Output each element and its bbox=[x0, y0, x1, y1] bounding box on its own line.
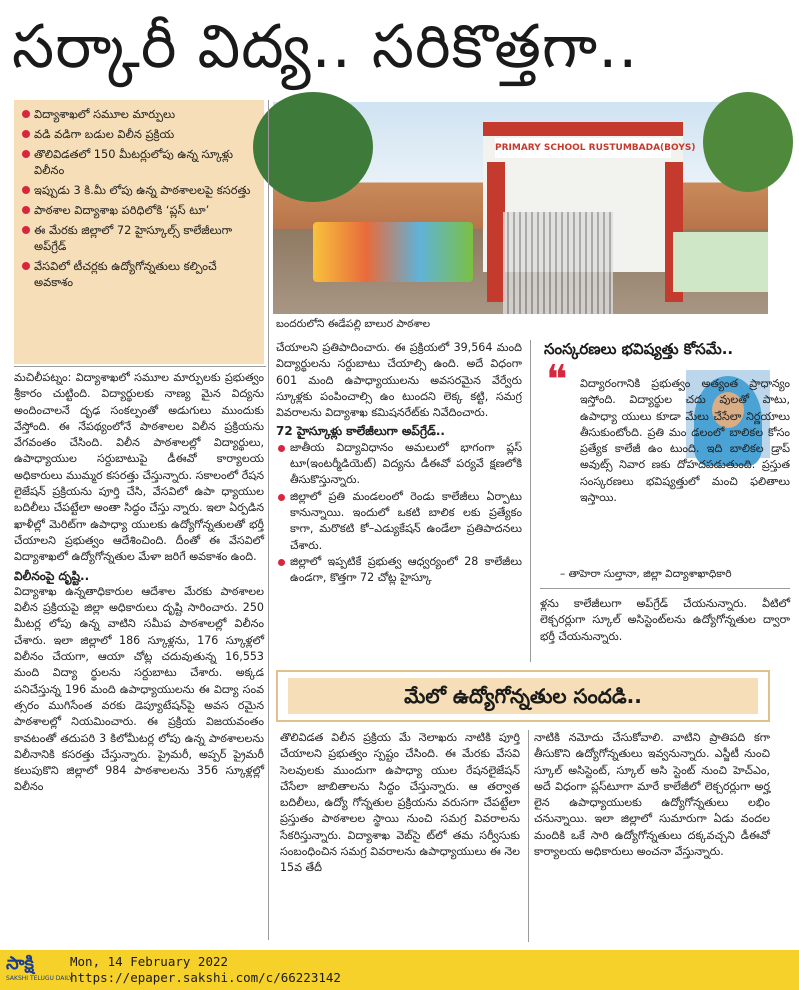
quote-text: విద్యారంగానికి ప్రభుత్వం అత్యంత ప్రాధాన్యం ఇస్తోంది. విద్యార్థుల చదు వులతో పాటు, ఉపాధ్యా యులు కూడా మేలు చేసేలా నిర్ణయాలు తీసుకుంటోంది. ప్రతి మం డలంలో బాలికల కోసం ప్రత్యేక కాలేజీ ఉం టుంది. ఇది బాలికల డ్రాప్ అవుట్స్ నివార ణకు దోహదపడుతుంది. ప్రస్తుత సంస్కరణలు భవిష్యత్తులో మంచి ఫలితాలు ఇస్తాయి. bbox=[580, 377, 790, 505]
column-1 bbox=[14, 370, 264, 942]
bullet-item: జిల్లాలో ప్రతి మండలంలో రెండు కాలేజీలు ఏర్పాటు కానున్నాయి. ఇందులో ఒకటి బాలిక లకు ప్రత్యేకం కాగా, మరొకటి కో–ఎడ్యుకేషన్ ఉండేలా ప్రతిపాదనలు చేశారు. bbox=[276, 489, 522, 554]
attribution: – తాహెరా సుల్తానా, జిల్లా విద్యాశాఖాధికారి bbox=[560, 568, 732, 580]
quote-icon: ❝ bbox=[546, 357, 568, 403]
paragraph: తొలివిడత విలీన ప్రక్రియ మే నెలాఖరు నాటికి పూర్తి చేయాలని ప్రభుత్వం స్పష్టం చేసింది. ఈ మేరకు వేసవి సెలవులకు ముందుగా ఉపాధ్యా యుల రేషనలైజేషన్ చేసేలా జాబితాలను సిద్ధం చేస్తున్నారు. ఆ తర్వాత బదిలీలు, ఉద్యో గోన్నతుల ప్రక్రియను వరుసగా చేపట్టేలా ప్రస్తుతం పాఠశాలల స్థాయి నుంచి సమగ్ర వివరాలను సేకరిస్తున్నారు. విద్యాశాఖ వెబ్‌సై ట్‌లో తమ సర్వీసుకు సంబంధించిన సమగ్ర వివరాలను ఉపాధ్యాయులు ఈ నెల 15వ తేదీ bbox=[280, 731, 520, 875]
sidebar-quote-cont bbox=[540, 458, 790, 566]
promotions-box bbox=[276, 670, 770, 722]
sidebar-continuation bbox=[540, 596, 790, 656]
highlight-item: తొలివిడతలో 150 మీటర్లులోపు ఉన్న స్కూళ్లు విలీనం bbox=[20, 146, 258, 178]
paragraph: విద్యాశాఖ ఉన్నతాధికారుల ఆదేశాల మేరకు పాఠశాలల విలీన ప్రక్రియపై జిల్లా అధికారులు దృష్టి సారించారు. 250 మీటర్ల లోపు ఉన్న వాటిని సమీప పాఠశాలల్లో విలీనం చేశారు. ఇలా జిల్లాలో 186 స్కూళ్లను, 176 స్కూళ్లలో విలీనం చేయగా, ఆయా చోట్ల చదువుతున్న 16,553 మంది విద్యా ర్థులను సర్దుబాటు చేశారు. అక్కడ పనిచేస్తున్న 196 మంది ఉపాధ్యాయులను ఈ విద్యా సంవ త్సరం ముగిసేంత వరకు డెప్యూటేషన్‌పై అవస రమైన పాఠశాలల్లో నియమించారు. ఈ ప్రక్రియ విజయవంతం కావటంతో తదుపరి 3 కిలోమీటర్ల లోపు ఉన్న పాఠశాలలను విలీనానికి కసరత్తు చేస్తున్నారు. ప్రైమరీ, అప్పర్ ప్రైమరీ కలుపుకొని జిల్లాలో 984 పాఠశాలలను 356 స్కూళ్లల్లో విలీనం bbox=[14, 584, 264, 794]
logo-text: సాక్షి bbox=[6, 953, 34, 974]
paragraph: చేయాలని ప్రతిపాదించారు. ఈ ప్రక్రియలో 39,564 మంది విద్యార్థులను సర్దుబాటు చేయాల్సి ఉంది. అదే విధంగా 601 మంది ఉపాధ్యాయులను అవసరమైన వేర్వేరు స్కూళ్లకు పంపించాల్సి ఉం టుందని లెక్క కట్టి, సమగ్ర వివరాలను విద్యాశాఖ కమిషనరేట్‌కు నివేదించారు. bbox=[276, 341, 522, 420]
highlight-item: పాఠశాల విద్యాశాఖ పరిధిలోకి ‘ప్లస్ టూ’ bbox=[20, 202, 258, 218]
school-sign: PRIMARY SCHOOL RUSTUMBADA(BOYS) bbox=[495, 138, 671, 158]
subheading: విలీనంపై దృష్టి.. bbox=[14, 568, 90, 583]
promotions-left bbox=[280, 730, 520, 944]
promotions-title: మేలో ఉద్యోగోన్నతుల సందడి.. bbox=[288, 678, 758, 714]
highlights-box bbox=[14, 100, 264, 364]
promotions-right bbox=[534, 730, 770, 944]
highlight-item: ఇప్పుడు 3 కి.మీ లోపు ఉన్న పాఠశాలలపై కసరత్తు bbox=[20, 182, 258, 198]
sidebar-quote bbox=[580, 376, 790, 505]
photo-caption: బందరులోని ఈడేపల్లి బాలుర పాఠశాల bbox=[276, 318, 431, 330]
highlight-item: వేసవిలో టీచర్లకు ఉద్యోగోన్నతులు కల్పించే అవకాశం bbox=[20, 258, 258, 290]
bullet-item: జాతీయ విద్యావిధానం అమలులో భాగంగా ప్లస్ టూ(ఇంటర్మీడియెట్) విద్యను డీఈవో పర్యవే క్షణలోకి తీసుకొస్తున్నారు. bbox=[276, 440, 522, 489]
logo-subtext: SAKSHI TELUGU DAILY bbox=[6, 975, 73, 982]
sidebar-title: సంస్కరణలు భవిష్యత్తు కోసమే.. bbox=[544, 340, 734, 358]
edition-date: Mon, 14 February 2022 bbox=[70, 954, 229, 969]
subheading: 72 హైస్కూళ్లు కాలేజీలుగా అప్‌గ్రేడ్.. bbox=[276, 424, 445, 439]
highlight-item: విద్యాశాఖలో సమూల మార్పులు bbox=[20, 106, 258, 122]
paragraph: నాటికి నమోదు చేసుకోవాలి. వాటిని ప్రాతిపది కగా తీసుకొని ఉద్యోగోన్నతులు ఇవ్వనున్నారు. ఎస్జీటీ నుంచి స్కూల్ అసిస్టెంట్, స్కూల్ అసి స్టెంట్ నుంచి హెచ్‌ఎం, అదే విధంగా ప్లస్‌టూగా మారే కాలేజీలో లెక్చరర్లుగా అర్హ లైన ఉపాధ్యాయులకు ఉద్యోగోన్నతులు లభిం చనున్నాయి. ఇలా జిల్లాలో సుమారుగా ఏడు వందల మందికి ఒకే సారి ఉద్యోగోన్నతులు దక్కవచ్చని డీఈవో కార్యాలయ అధికారులు అంచనా వేస్తున్నారు. bbox=[534, 731, 770, 859]
highlight-item: వడి వడిగా బడుల విలీన ప్రక్రియ bbox=[20, 126, 258, 142]
bullet-item: జిల్లాలో ఇప్పటికే ప్రభుత్వ ఆధ్వర్యంలో 28 కాలేజీలు ఉండగా, కొత్తగా 72 చోట్ల హైస్కూ bbox=[276, 554, 522, 587]
sakshi-logo bbox=[6, 953, 73, 987]
sidebar-attribution bbox=[560, 566, 790, 582]
footer-bar bbox=[0, 950, 799, 990]
highlight-item: ఈ మేరకు జిల్లాలో 72 హైస్కూల్స్ కాలేజీలుగా అప్‌గ్రేడ్ bbox=[20, 222, 258, 254]
column-2 bbox=[276, 340, 522, 662]
epaper-link[interactable]: https://epaper.sakshi.com/c/66223142 bbox=[70, 970, 341, 985]
headline: సర్కారీ విద్య.. సరికొత్తగా.. bbox=[12, 12, 639, 82]
paragraph: మచిలీపట్నం: విద్యాశాఖలో సమూల మార్పులకు ప్రభుత్వం శ్రీకారం చుట్టింది. విద్యార్థులకు నాణ్య మైన విద్యను అందించాలనే దృఢ సంకల్పంతో అడుగులు ముందుకు వేస్తోంది. ఈ నేపథ్యంలోనే పాఠశాలల విలీన ప్రక్రియను వేగవంతం చేసింది. విలీన పాఠశాలల్లో విద్యార్థులు, ఉపాధ్యాయుల సర్దుబాటుపై డీఈవో కార్యాలయ అధికారులు ముమ్మర కసరత్తు చేస్తున్నారు. సకాలంలో రేషన లైజేషన్ ప్రక్రియను పూర్తి చేసి, వేసవిలో ఉపా ధ్యాయుల బదిలీలు చేపట్టేలా అంతా సిద్ధం చేస్తు న్నారు. ఇలా ఏర్పడిన ఖాళీల్లో మెరిట్‌గా ఉపాధ్యా యులకు ఉద్యోగోన్నతులతో భర్తీ చేయాలని ప్రభుత్వం ఆదేశించింది. దీంతో ఈ వేసవిలో విద్యాశాఖలో ఉద్యోగోన్నతుల మేళా జరిగే అవకాశం ఉంది. bbox=[14, 371, 264, 564]
school-photo bbox=[273, 102, 768, 314]
paragraph: ళ్లను కాలేజీలుగా అప్‌గ్రేడ్ చేయనున్నారు. వీటిలో లెక్చరర్లుగా స్కూల్ అసిస్టెంట్‌లను ఉద్యోగోన్నతుల ద్వారా భర్తీ చేయనున్నారు. bbox=[540, 597, 790, 643]
